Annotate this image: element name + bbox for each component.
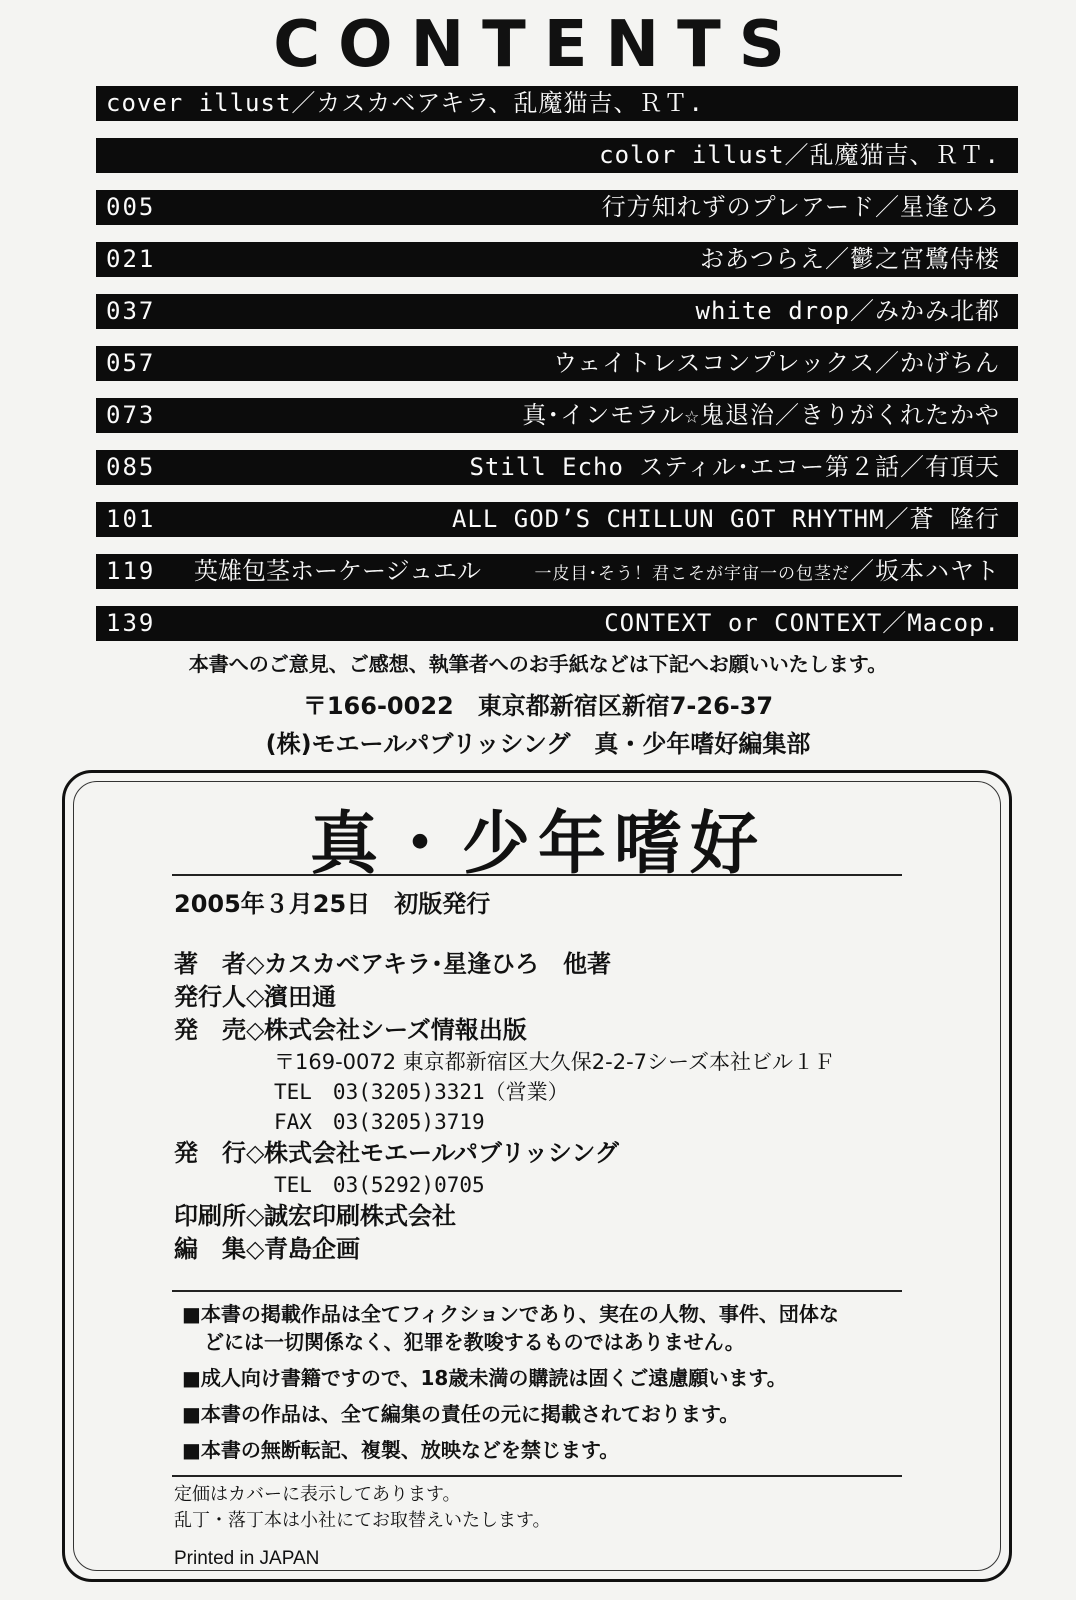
toc-text: Still Echo スティル･エコー第２話／有頂天 (469, 453, 1000, 481)
notice-adult: ■成人向け書籍ですので、18歳未満の購読は固くご遠慮願います。 (182, 1366, 787, 1390)
toc-text: ウェイトレスコンプレックス／かげちん (553, 349, 1000, 377)
toc-series-title: 英雄包茎ホーケージュエル (194, 557, 482, 585)
credit-label: 編 集◇ (174, 1235, 265, 1263)
divider (172, 874, 902, 876)
credit-distributor (174, 1014, 934, 1047)
divider (172, 1290, 902, 1292)
publication-date: 2005年３月25日 初版発行 (174, 890, 491, 918)
toc-page-number: 119 (106, 557, 156, 585)
toc-page-number: 057 (106, 349, 156, 377)
toc-page-number: 085 (106, 453, 156, 481)
toc-text: 行方知れずのプレアード／星逢ひろ (601, 193, 1000, 221)
credit-value: 濱田通 (264, 983, 336, 1011)
toc-text: cover illust／カスカベアキラ、乱魔猫吉、ＲＴ. (106, 89, 704, 117)
credit-value: 青島企画 (264, 1235, 360, 1263)
notice-editorial: ■本書の作品は、全て編集の責任の元に掲載されております。 (182, 1402, 740, 1426)
toc-page-number: 073 (106, 401, 156, 429)
credit-author (174, 948, 934, 981)
toc-text: おあつらえ／鬱之宮鷺侍楼 (700, 245, 1000, 273)
credit-issuer (174, 981, 934, 1014)
credit-label: 発 行◇ (174, 1139, 265, 1167)
toc-text: ALL GOD’S CHILLUN GOT RHYTHM／蒼 隆行 (451, 505, 1000, 533)
toc-row-085 (96, 450, 1018, 485)
toc-row-101 (96, 502, 1018, 537)
credit-value: カスカベアキラ･星逢ひろ 他著 (264, 950, 612, 978)
printed-in: Printed in JAPAN (174, 1548, 320, 1569)
credit-printer (174, 1200, 934, 1233)
distributor-fax (174, 1107, 934, 1137)
publisher-tel (174, 1170, 934, 1200)
toc-text: color illust／乱魔猫吉、ＲＴ. (599, 141, 1000, 169)
replacement-note: 乱丁・落丁本は小社にてお取替えいたします。 (174, 1510, 551, 1531)
credit-editor (174, 1233, 934, 1266)
toc-row-119 (96, 554, 1018, 589)
toc-row-139 (96, 606, 1018, 641)
toc-text (535, 554, 1001, 592)
toc-subtitle: 一皮目･そう！君こそが宇宙一の包茎だ (534, 564, 850, 584)
credit-label: 印刷所◇ (174, 1202, 265, 1230)
contact-address: 〒166-0022 東京都新宿区新宿7-26-37 (302, 692, 774, 720)
distributor-address: 〒169-0072 東京都新宿区大久保2-2-7シーズ本社ビル１Ｆ (274, 1050, 835, 1074)
credits-list (174, 948, 934, 1266)
credit-label: 著 者◇ (174, 950, 265, 978)
legal-notices (182, 1300, 902, 1472)
distributor-tel (174, 1077, 934, 1107)
notice-text-continued: どには一切関係なく、犯罪を教唆するものではありません。 (204, 1330, 745, 1354)
toc-text: CONTEXT or CONTEXT／Macop. (604, 609, 1000, 637)
toc-page-number: 005 (106, 193, 156, 221)
tel-text: TEL 03(5292)0705 (274, 1173, 485, 1197)
toc-text: 真･インモラル☆鬼退治／きりがくれたかや (522, 401, 1000, 429)
contact-note: 本書へのご意見、ご感想、執筆者へのお手紙などは下記へお願いいたします。 (188, 652, 888, 676)
credit-value: 株式会社シーズ情報出版 (264, 1016, 527, 1044)
toc-page-number: 101 (106, 505, 156, 533)
notice-fiction (182, 1300, 902, 1356)
credit-label: 発 売◇ (174, 1016, 265, 1044)
tel-text: TEL 03(3205)3321（営業） (274, 1080, 569, 1104)
toc-row-073 (96, 398, 1018, 433)
notice-text: ■本書の掲載作品は全てフィクションであり、実在の人物、事件、団体な (182, 1302, 839, 1326)
toc-row-021 (96, 242, 1018, 277)
table-of-contents (96, 86, 1018, 658)
divider (172, 1475, 902, 1477)
fax-text: FAX 03(3205)3719 (274, 1110, 485, 1134)
book-title: 真・少年嗜好 (309, 805, 766, 884)
notice-copyright: ■本書の無断転記、複製、放映などを禁じます。 (182, 1438, 620, 1462)
toc-row-cover (96, 86, 1018, 121)
toc-page-number: 037 (106, 297, 156, 325)
credit-publisher (174, 1137, 934, 1170)
toc-row-037 (96, 294, 1018, 329)
credit-value: 誠宏印刷株式会社 (264, 1202, 456, 1230)
contact-publisher: (株)モエールパブリッシング 真・少年嗜好編集部 (265, 730, 811, 758)
toc-page-number: 139 (106, 609, 156, 637)
toc-row-005 (96, 190, 1018, 225)
toc-text: white drop／みかみ北都 (695, 297, 1000, 325)
credit-label: 発行人◇ (174, 983, 265, 1011)
toc-row-057 (96, 346, 1018, 381)
contents-heading: CONTENTS (273, 8, 803, 82)
toc-author: ／坂本ハヤト (850, 557, 1000, 585)
price-note: 定価はカバーに表示してあります。 (174, 1484, 461, 1505)
footer (174, 1482, 551, 1572)
credit-value: 株式会社モエールパブリッシング (264, 1139, 619, 1167)
toc-page-number: 021 (106, 245, 156, 273)
toc-row-color (96, 138, 1018, 173)
